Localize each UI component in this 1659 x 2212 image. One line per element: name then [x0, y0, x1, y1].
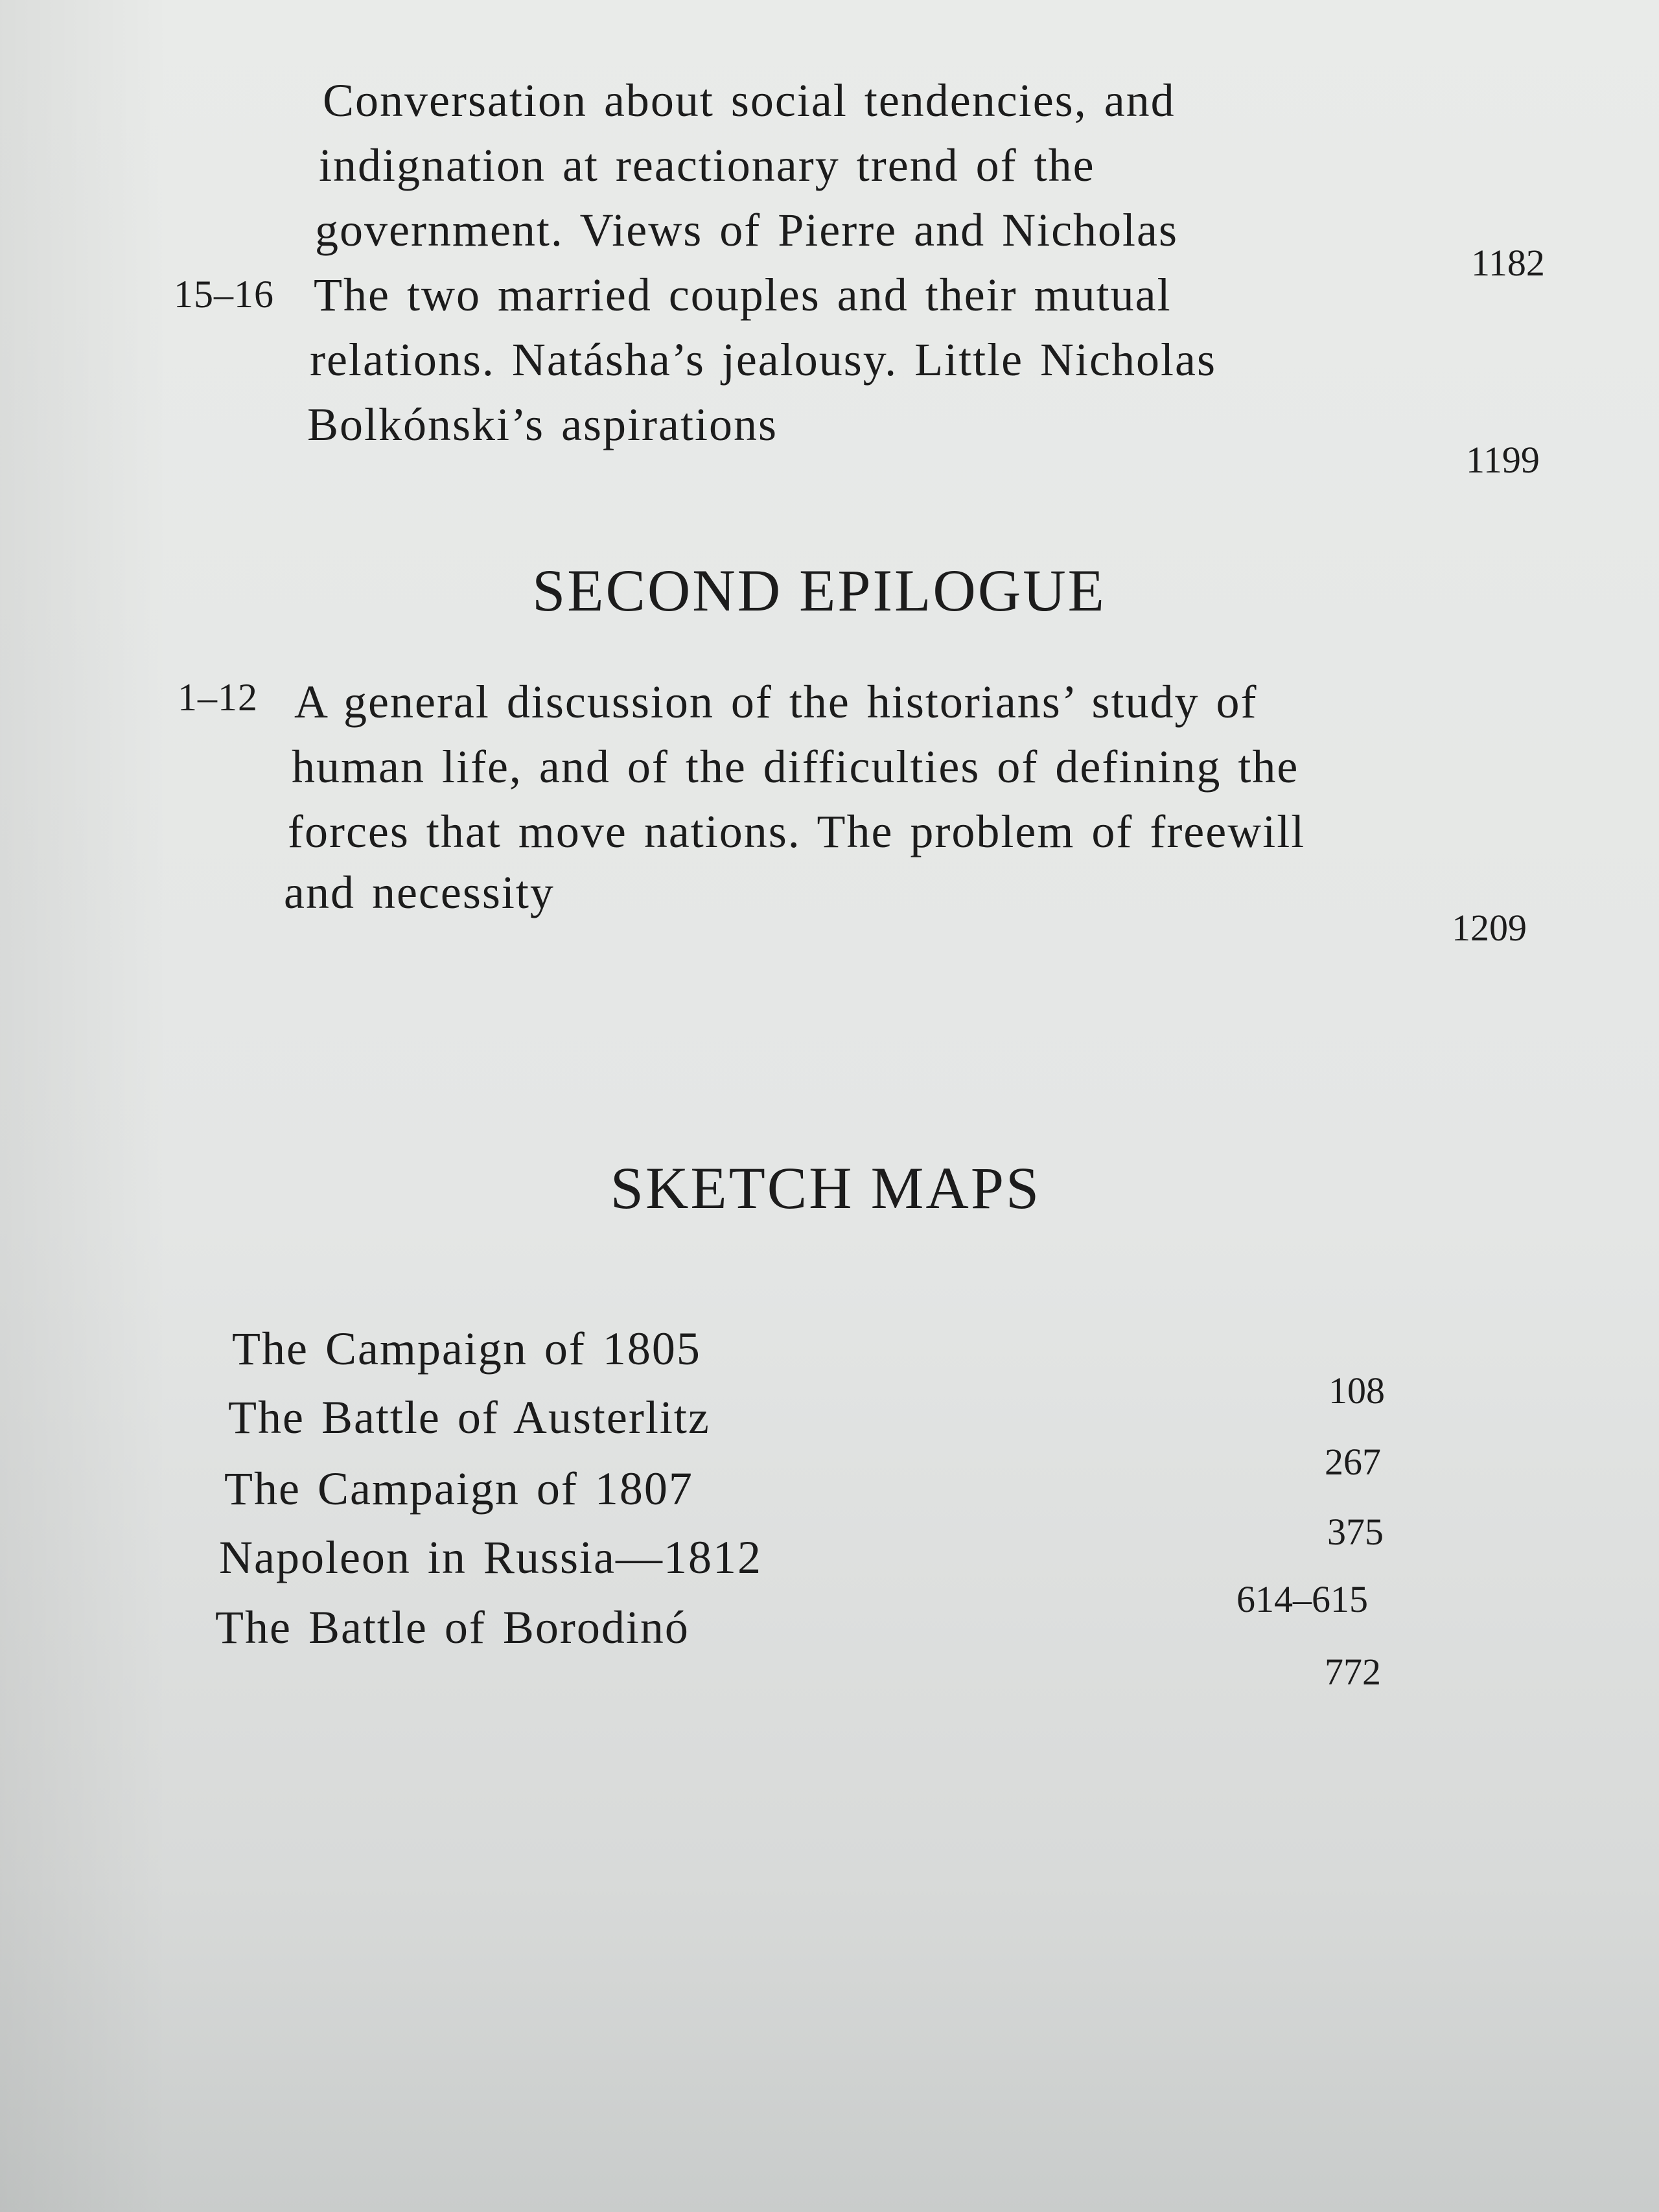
map-page-number: 375: [1327, 1511, 1384, 1553]
map-page-number: 772: [1325, 1651, 1381, 1693]
entry-line: forces that move nations. The problem of freewill: [288, 806, 1306, 857]
page-number: 1182: [1471, 242, 1545, 284]
map-title: The Campaign of 1805: [232, 1323, 701, 1375]
entry-line: government. Views of Pierre and Nicholas: [315, 204, 1179, 256]
entry-line: A general discussion of the historians’ study of: [294, 676, 1258, 728]
map-title: The Battle of Borodinó: [215, 1601, 690, 1653]
page-number: 1209: [1452, 907, 1527, 949]
chapter-range: 1–12: [178, 676, 258, 719]
page-number: 1199: [1466, 439, 1540, 481]
map-title: Napoleon in Russia—1812: [219, 1531, 762, 1583]
map-title: The Campaign of 1807: [224, 1463, 693, 1515]
entry-line: relations. Natásha’s jealousy. Little Nicholas: [310, 334, 1216, 386]
entry-line: Bolkónski’s aspirations: [307, 399, 778, 450]
entry-line: Conversation about social tendencies, and: [323, 75, 1176, 126]
section-heading: SKETCH MAPS: [610, 1155, 1041, 1221]
map-page-number: 267: [1325, 1441, 1381, 1483]
entry-line: and necessity: [284, 867, 555, 918]
entry-line: The two married couples and their mutual: [314, 269, 1172, 321]
section-heading: SECOND EPILOGUE: [532, 557, 1106, 623]
chapter-range: 15–16: [174, 273, 274, 316]
page-shadow: [0, 0, 168, 2212]
map-page-number: 108: [1328, 1369, 1385, 1412]
map-page-number: 614–615: [1236, 1578, 1368, 1620]
entry-line: indignation at reactionary trend of the: [319, 139, 1095, 191]
entry-line: human life, and of the difficulties of defining the: [292, 741, 1299, 793]
map-title: The Battle of Austerlitz: [228, 1391, 710, 1443]
